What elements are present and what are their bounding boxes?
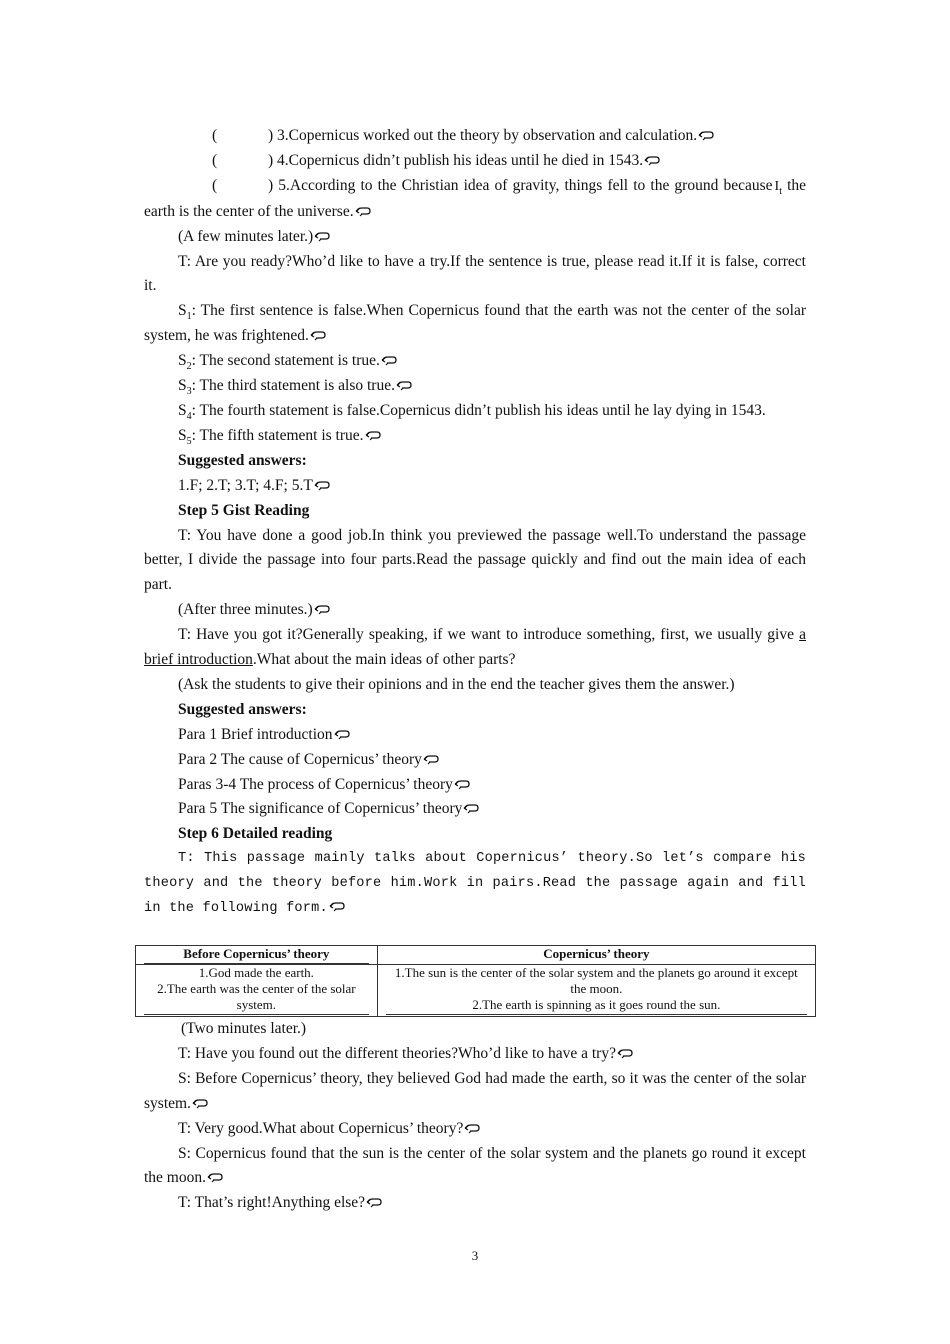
answers-line: 1.F; 2.T; 3.T; 4.F; 5.T [144, 474, 806, 499]
suggested-answers-heading: Suggested answers: [178, 451, 307, 469]
return-arrow-icon [454, 779, 470, 790]
teacher-compare: T: This passage mainly talks about Copernicus’ theory.So let’s compare his theory and the theory before him.Work in pairs.Read the passage again and fill in the following form. [144, 851, 806, 917]
suggested-answers-heading-2: Suggested answers: [178, 700, 307, 718]
stray-mark: $I_t$ [774, 178, 782, 197]
return-arrow-icon [365, 430, 381, 441]
student-line-2: $S_2$: The second statement is true. [144, 349, 806, 374]
return-arrow-icon [698, 130, 714, 141]
student-found: S: Copernicus found that the sun is the center of the solar system and the planets go round it except the moon. [144, 1144, 806, 1187]
few-minutes-note: (A few minutes later.) [144, 225, 806, 250]
return-arrow-icon [617, 1048, 633, 1059]
table-cell-copernicus: 1.The sun is the center of the solar system and the planets go around it except the moon. 2.The earth is spinning as it goes round the sun. [377, 965, 815, 1017]
return-arrow-icon [314, 604, 330, 615]
two-minutes-note: (Two minutes later.) [181, 1020, 307, 1037]
return-arrow-icon [314, 231, 330, 242]
para-1-line: Para 1 Brief introduction [144, 723, 806, 748]
return-arrow-icon [334, 729, 350, 740]
return-arrow-icon [207, 1172, 223, 1183]
para-5-line: Para 5 The significance of Copernicus’ theory [144, 797, 806, 822]
table-header-before: Before Copernicus’ theory [136, 946, 378, 965]
return-arrow-icon [366, 1197, 382, 1208]
student-line-1: $S_1$: The first sentence is false.When Copernicus found that the earth was not the center of the solar system, he was frightened. [144, 302, 806, 345]
return-arrow-icon [644, 155, 660, 166]
para-2-line: Para 2 The cause of Copernicus’ theory [144, 748, 806, 773]
statement-4: ( ) 4.Copernicus didn’t publish his ideas until he died in 1543. [144, 149, 806, 174]
teacher-right: T: That’s right!Anything else? [144, 1191, 806, 1216]
return-arrow-icon [464, 1123, 480, 1134]
return-arrow-icon [463, 803, 479, 814]
teacher-very-good: T: Very good.What about Copernicus’ theory? [144, 1117, 806, 1142]
return-arrow-icon [329, 901, 345, 912]
teacher-got-it: T: Have you got it?Generally speaking, if we want to introduce something, first, we usually give a brief introduction.What about the main ideas of other parts? [144, 626, 806, 669]
dialogue-after-table [144, 1017, 806, 1216]
return-arrow-icon [310, 330, 326, 341]
return-arrow-icon [423, 754, 439, 765]
table-header-copernicus: Copernicus’ theory [377, 946, 815, 965]
return-arrow-icon [314, 480, 330, 491]
student-line-5: $S_5$: The fifth statement is true. [144, 424, 806, 449]
teacher-found: T: Have you found out the different theories?Who’d like to have a try? [144, 1042, 806, 1067]
student-before: S: Before Copernicus’ theory, they believed God had made the earth, so it was the center of the solar system. [144, 1069, 806, 1112]
document-body [144, 124, 806, 922]
student-line-4: $S_4$: The fourth statement is false.Copernicus didn’t publish his ideas until he lay dying in 1543. [178, 401, 766, 423]
after-three-note: (After three minutes.) [144, 598, 806, 623]
step-5-heading: Step 5 Gist Reading [178, 501, 310, 519]
theory-comparison-table [135, 945, 816, 1017]
step-6-heading: Step 6 Detailed reading [178, 825, 333, 843]
page-number: 3 [471, 1248, 479, 1263]
return-arrow-icon [355, 206, 371, 217]
table-cell-before: 1.God made the earth. 2.The earth was the center of the solar system. [136, 965, 378, 1017]
return-arrow-icon [396, 380, 412, 391]
ask-students-note: (Ask the students to give their opinions and in the end the teacher gives them the answer.) [178, 675, 735, 693]
student-line-3: $S_3$: The third statement is also true. [144, 374, 806, 399]
statement-5: ( ) 5.According to the Christian idea of gravity, things fell to the ground because $I_t$ the earth is the center of the universe. [144, 176, 807, 220]
return-arrow-icon [381, 355, 397, 366]
return-arrow-icon [192, 1098, 208, 1109]
paras-3-4-line: Paras 3-4 The process of Copernicus’ theory [144, 773, 806, 798]
statement-3: ( ) 3.Copernicus worked out the theory by observation and calculation. [144, 124, 806, 149]
teacher-good-job: T: You have done a good job.In think you previewed the passage well.To understand the passage better, I divide the passage into four parts.Read the passage quickly and find out the main idea of each part. [144, 526, 806, 594]
teacher-line: T: Are you ready?Who’d like to have a try.If the sentence is true, please read it.If it is false, correct it. [144, 252, 806, 295]
